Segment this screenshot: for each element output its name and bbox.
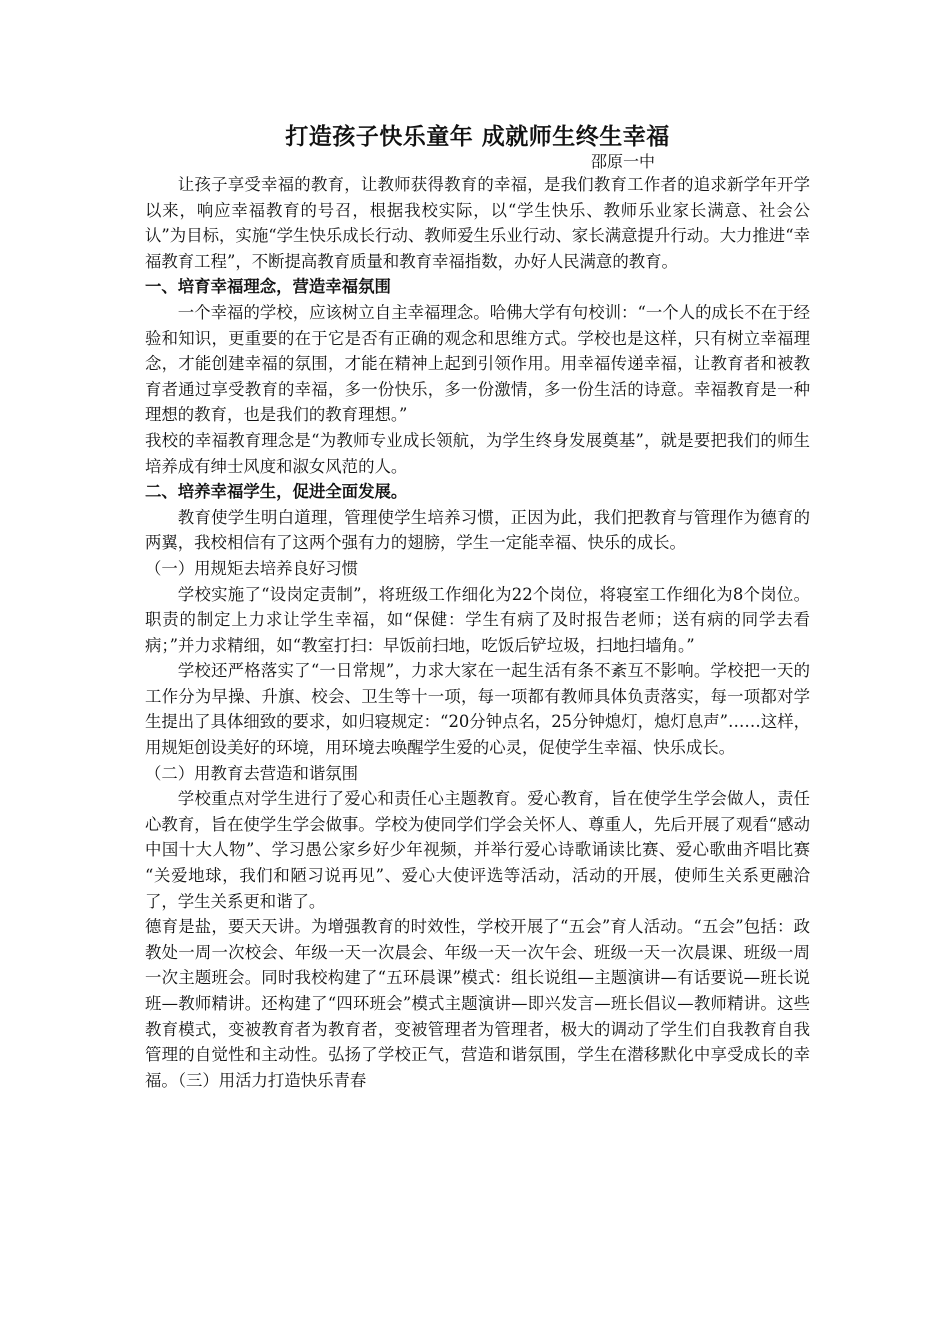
subsection-2-paragraph-1: 学校重点对学生进行了爱心和责任心主题教育。爱心教育，旨在使学生学会做人，责任心教育，旨在使学生学会做事。学校为使同学们学会关怀人、尊重人，先后开展了观看“感动中国十大人物”、学习愚公家乡好少年视频，并举行爱心诗歌诵读比赛、爱心歌曲齐唱比赛 “关爱地球，我们和陋习说再见”、爱心大使评选等活动，活动的开展，使师生关系更融洽了，学生关系更和谐了。 — [145, 789, 810, 911]
section-2-paragraph-1: 教育使学生明白道理，管理使学生培养习惯，正因为此，我们把教育与管理作为德育的两翼，我校相信有了这两个强有力的翅膀，学生一定能幸福、快乐的成长。 — [145, 507, 810, 553]
document-page — [145, 120, 810, 1093]
subsection-heading-2: （二）用教育去营造和谐氛围 — [145, 763, 359, 783]
intro-paragraph: 让孩子享受幸福的教育，让教师获得教育的幸福，是我们教育工作者的追求新学年开学以来，响应幸福教育的号召，根据我校实际，以“学生快乐、教师乐业家长满意、社会公认”为目标，实施“学生快乐成长行动、教师爱生乐业行动、家长满意提升行动。大力推进“幸福教育工程”，不断提高教育质量和教育幸福指数，办好人民满意的教育。 — [145, 175, 810, 271]
author-line: 邵原一中 — [590, 152, 655, 171]
section-heading-2: 二、培养幸福学生，促进全面发展。 — [145, 482, 408, 502]
document-title: 打造孩子快乐童年 成就师生终生幸福 — [285, 123, 670, 150]
subsection-1-paragraph-2: 学校还严格落实了“一日常规”，力求大家在一起生活有条不紊互不影响。学校把一天的工作分为早操、升旗、校会、卫生等十一项，每一项都有教师具体负责落实，每一项都对学生提出了具体细致的要求，如归寝规定：“20分钟点名，25分钟熄灯，熄灯息声”……这样，用规矩创设美好的环境，用环境去唤醒学生爱的心灵，促使学生幸福、快乐成长。 — [145, 661, 810, 758]
subsection-2-paragraph-2: 德育是盐，要天天讲。为增强教育的时效性，学校开展了“五会”育人活动。“五会”包括：政教处一周一次校会、年级一天一次晨会、年级一天一次午会、班级一天一次晨课、班级一周一次主题班会。同时我校构建了“五环晨课”模式：组长说组—主题演讲—有话要说—班长说班—教师精讲。还构建了“四环班会”模式主题演讲—即兴发言—班长倡议—教师精讲。这些教育模式，变被教育者为教育者，变被管理者为管理者，极大的调动了学生们自我教育自我管理的自觉性和主动性。弘扬了学校正气，营造和谐氛围，学生在潜移默化中享受成长的幸福。（三）用活力打造快乐青春 — [145, 917, 810, 1090]
section-1-paragraph-1: 一个幸福的学校，应该树立自主幸福理念。哈佛大学有句校训：“一个人的成长不在于经验和知识，更重要的在于它是否有正确的观念和思维方式。学校也是这样，只有树立幸福理念，才能创建幸福的氛围，才能在精神上起到引领作用。用幸福传递幸福，让教育者和被教育者通过享受教育的幸福，多一份快乐，多一份激情，多一份生活的诗意。幸福教育是一种理想的教育，也是我们的教育理想。” — [145, 302, 810, 425]
subsection-heading-1: （一）用规矩去培养良好习惯 — [145, 558, 359, 578]
subsection-1-paragraph-1: 学校实施了“设岗定责制”，将班级工作细化为22个岗位，将寝室工作细化为8个岗位。职责的制定上力求让学生幸福，如“保健：学生有病了及时报告老师；送有病的同学去看病；”并力求精细，如“教室打扫：早饭前扫地，吃饭后铲垃圾，扫地扫墙角。” — [145, 584, 810, 655]
section-1-paragraph-2: 我校的幸福教育理念是“为教师专业成长领航，为学生终身发展奠基”，就是要把我们的师生培养成有绅士风度和淑女风范的人。 — [145, 430, 810, 476]
section-heading-1: 一、培育幸福理念，营造幸福氛围 — [145, 277, 391, 297]
